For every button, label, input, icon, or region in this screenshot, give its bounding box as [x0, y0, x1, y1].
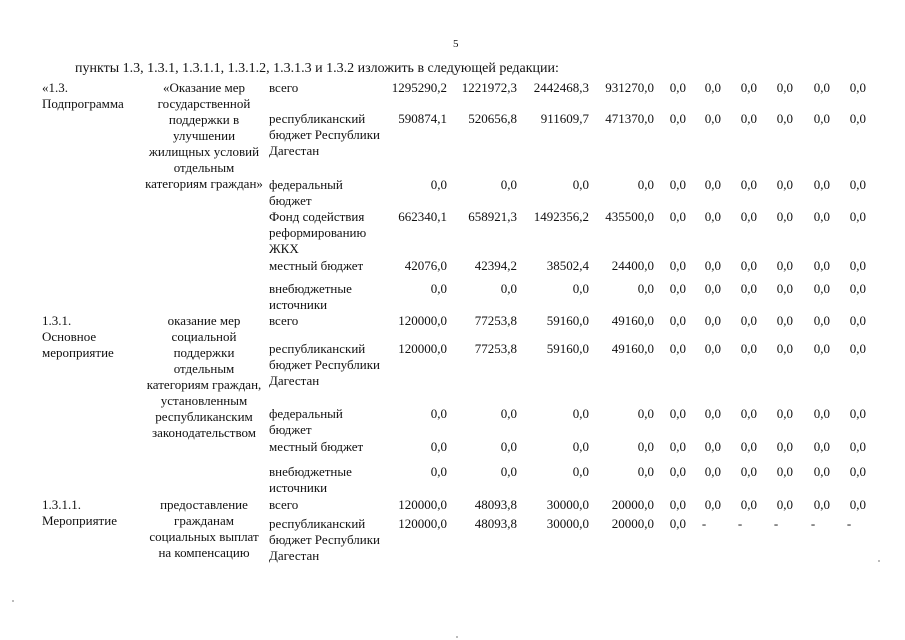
- value-cell: 120000,0: [398, 341, 447, 356]
- program-code: 1.3.1.1. Мероприятие: [42, 497, 117, 528]
- value-cell: 1492356,2: [533, 209, 589, 224]
- value-cell: 0,0: [572, 439, 589, 454]
- value-cell: 0,0: [500, 281, 517, 296]
- value-cell: 0,0: [740, 406, 757, 421]
- value-cell: -: [810, 516, 816, 531]
- value-cell: 0,0: [669, 177, 686, 192]
- value-cell: 0,0: [776, 439, 793, 454]
- value-cell: 435500,0: [605, 209, 654, 224]
- value-cell: 49160,0: [611, 341, 654, 356]
- value-cell: 0,0: [849, 341, 866, 356]
- value-cell: 0,0: [849, 464, 866, 479]
- value-cell: 2442468,3: [533, 80, 589, 95]
- value-cell: 520656,8: [468, 111, 517, 126]
- value-cell: 0,0: [740, 497, 757, 512]
- value-cell: 0,0: [572, 281, 589, 296]
- value-cell: 120000,0: [398, 516, 447, 531]
- funding-source: федеральный бюджет: [269, 177, 343, 208]
- value-cell: 30000,0: [546, 497, 589, 512]
- value-cell: 0,0: [637, 406, 654, 421]
- funding-source: всего: [269, 313, 299, 328]
- funding-source: федеральный бюджет: [269, 406, 343, 437]
- value-cell: 0,0: [669, 516, 686, 531]
- value-cell: 0,0: [849, 80, 866, 95]
- value-cell: 0,0: [430, 177, 447, 192]
- program-name: оказание мер социальной поддержки отдельным категориям граждан, установленным республиканским законодательством: [146, 313, 262, 440]
- value-cell: 59160,0: [546, 313, 589, 328]
- value-cell: 0,0: [813, 177, 830, 192]
- value-cell: 0,0: [813, 341, 830, 356]
- value-cell: 0,0: [704, 281, 721, 296]
- value-cell: -: [701, 516, 707, 531]
- value-cell: 0,0: [813, 281, 830, 296]
- value-cell: 0,0: [500, 177, 517, 192]
- value-cell: 0,0: [776, 80, 793, 95]
- value-cell: 0,0: [776, 464, 793, 479]
- value-cell: 0,0: [669, 313, 686, 328]
- value-cell: 0,0: [813, 439, 830, 454]
- value-cell: 0,0: [740, 313, 757, 328]
- value-cell: 0,0: [669, 406, 686, 421]
- value-cell: 0,0: [849, 406, 866, 421]
- value-cell: 0,0: [704, 406, 721, 421]
- value-cell: 48093,8: [474, 497, 517, 512]
- value-cell: 0,0: [813, 406, 830, 421]
- value-cell: 0,0: [500, 464, 517, 479]
- funding-source: республиканский бюджет Республики Дагестан: [269, 341, 381, 388]
- value-cell: 0,0: [669, 209, 686, 224]
- value-cell: 77253,8: [474, 313, 517, 328]
- value-cell: 911609,7: [540, 111, 589, 126]
- value-cell: 0,0: [637, 439, 654, 454]
- value-cell: 0,0: [572, 406, 589, 421]
- value-cell: 0,0: [637, 177, 654, 192]
- value-cell: 30000,0: [546, 516, 589, 531]
- value-cell: 0,0: [849, 209, 866, 224]
- scan-speck: [12, 600, 14, 602]
- funding-source: республиканский бюджет Республики Дагестан: [269, 111, 381, 158]
- value-cell: 0,0: [813, 209, 830, 224]
- funding-source: всего: [269, 497, 299, 512]
- value-cell: 0,0: [704, 177, 721, 192]
- value-cell: 42076,0: [404, 258, 447, 273]
- value-cell: 0,0: [669, 464, 686, 479]
- value-cell: 0,0: [849, 111, 866, 126]
- value-cell: 0,0: [813, 258, 830, 273]
- value-cell: -: [737, 516, 743, 531]
- value-cell: 0,0: [572, 177, 589, 192]
- value-cell: 48093,8: [474, 516, 517, 531]
- value-cell: 0,0: [813, 80, 830, 95]
- scan-speck: [878, 560, 880, 562]
- program-name: «Оказание мер государственной поддержки в улучшении жилищных условий отдельным категориям граждан»: [145, 80, 263, 191]
- value-cell: 0,0: [813, 497, 830, 512]
- value-cell: 0,0: [776, 209, 793, 224]
- value-cell: 0,0: [704, 209, 721, 224]
- value-cell: 0,0: [704, 341, 721, 356]
- value-cell: 0,0: [776, 111, 793, 126]
- funding-source: местный бюджет: [269, 258, 364, 273]
- value-cell: 0,0: [849, 281, 866, 296]
- value-cell: 0,0: [704, 464, 721, 479]
- value-cell: 0,0: [669, 258, 686, 273]
- value-cell: 20000,0: [611, 497, 654, 512]
- value-cell: -: [846, 516, 852, 531]
- value-cell: 0,0: [849, 177, 866, 192]
- value-cell: 0,0: [849, 258, 866, 273]
- value-cell: 0,0: [704, 258, 721, 273]
- value-cell: 38502,4: [546, 258, 589, 273]
- value-cell: -: [773, 516, 779, 531]
- value-cell: 42394,2: [474, 258, 517, 273]
- value-cell: 49160,0: [611, 313, 654, 328]
- value-cell: 0,0: [740, 281, 757, 296]
- value-cell: 0,0: [500, 406, 517, 421]
- value-cell: 0,0: [776, 341, 793, 356]
- value-cell: 0,0: [669, 281, 686, 296]
- value-cell: 658921,3: [468, 209, 517, 224]
- value-cell: 0,0: [740, 209, 757, 224]
- value-cell: 20000,0: [611, 516, 654, 531]
- intro-text: пункты 1.3, 1.3.1, 1.3.1.1, 1.3.1.2, 1.3.1.3 и 1.3.2 изложить в следующей редакции:: [75, 61, 559, 76]
- value-cell: 0,0: [669, 80, 686, 95]
- value-cell: 0,0: [669, 497, 686, 512]
- value-cell: 1295290,2: [391, 80, 447, 95]
- value-cell: 0,0: [740, 258, 757, 273]
- value-cell: 0,0: [813, 464, 830, 479]
- value-cell: 0,0: [849, 313, 866, 328]
- value-cell: 0,0: [637, 464, 654, 479]
- value-cell: 0,0: [704, 313, 721, 328]
- value-cell: 0,0: [776, 258, 793, 273]
- funding-source: республиканский бюджет Республики Дагестан: [269, 516, 381, 563]
- value-cell: 0,0: [704, 439, 721, 454]
- value-cell: 0,0: [500, 439, 517, 454]
- value-cell: 590874,1: [398, 111, 447, 126]
- value-cell: 0,0: [430, 464, 447, 479]
- value-cell: 0,0: [669, 341, 686, 356]
- value-cell: 0,0: [740, 341, 757, 356]
- value-cell: 0,0: [430, 406, 447, 421]
- funding-source: внебюджетные источники: [269, 281, 352, 312]
- value-cell: 0,0: [776, 313, 793, 328]
- page-number: 5: [453, 38, 459, 50]
- value-cell: 0,0: [813, 111, 830, 126]
- program-name: предоставление гражданам социальных выплат на компенсацию: [149, 497, 259, 560]
- value-cell: 0,0: [849, 497, 866, 512]
- program-code: «1.3. Подпрограмма: [42, 80, 124, 111]
- value-cell: 662340,1: [398, 209, 447, 224]
- value-cell: 0,0: [572, 464, 589, 479]
- value-cell: 0,0: [704, 111, 721, 126]
- program-code: 1.3.1. Основное мероприятие: [42, 313, 114, 360]
- funding-source: внебюджетные источники: [269, 464, 352, 495]
- value-cell: 0,0: [430, 439, 447, 454]
- value-cell: 0,0: [430, 281, 447, 296]
- value-cell: 0,0: [669, 111, 686, 126]
- funding-source: Фонд содействия реформированию ЖКХ: [269, 209, 367, 256]
- value-cell: 0,0: [740, 464, 757, 479]
- value-cell: 24400,0: [611, 258, 654, 273]
- value-cell: 0,0: [637, 281, 654, 296]
- value-cell: 0,0: [740, 177, 757, 192]
- value-cell: 0,0: [740, 439, 757, 454]
- scan-speck: [456, 636, 458, 638]
- funding-source: всего: [269, 80, 299, 95]
- value-cell: 0,0: [813, 313, 830, 328]
- value-cell: 0,0: [776, 281, 793, 296]
- value-cell: 120000,0: [398, 313, 447, 328]
- value-cell: 0,0: [704, 497, 721, 512]
- value-cell: 1221972,3: [461, 80, 517, 95]
- value-cell: 0,0: [776, 497, 793, 512]
- funding-source: местный бюджет: [269, 439, 364, 454]
- value-cell: 0,0: [740, 80, 757, 95]
- value-cell: 0,0: [776, 406, 793, 421]
- value-cell: 931270,0: [605, 80, 654, 95]
- value-cell: 59160,0: [546, 341, 589, 356]
- value-cell: 120000,0: [398, 497, 447, 512]
- value-cell: 0,0: [740, 111, 757, 126]
- value-cell: 0,0: [704, 80, 721, 95]
- value-cell: 471370,0: [605, 111, 654, 126]
- value-cell: 77253,8: [474, 341, 517, 356]
- value-cell: 0,0: [776, 177, 793, 192]
- value-cell: 0,0: [669, 439, 686, 454]
- value-cell: 0,0: [849, 439, 866, 454]
